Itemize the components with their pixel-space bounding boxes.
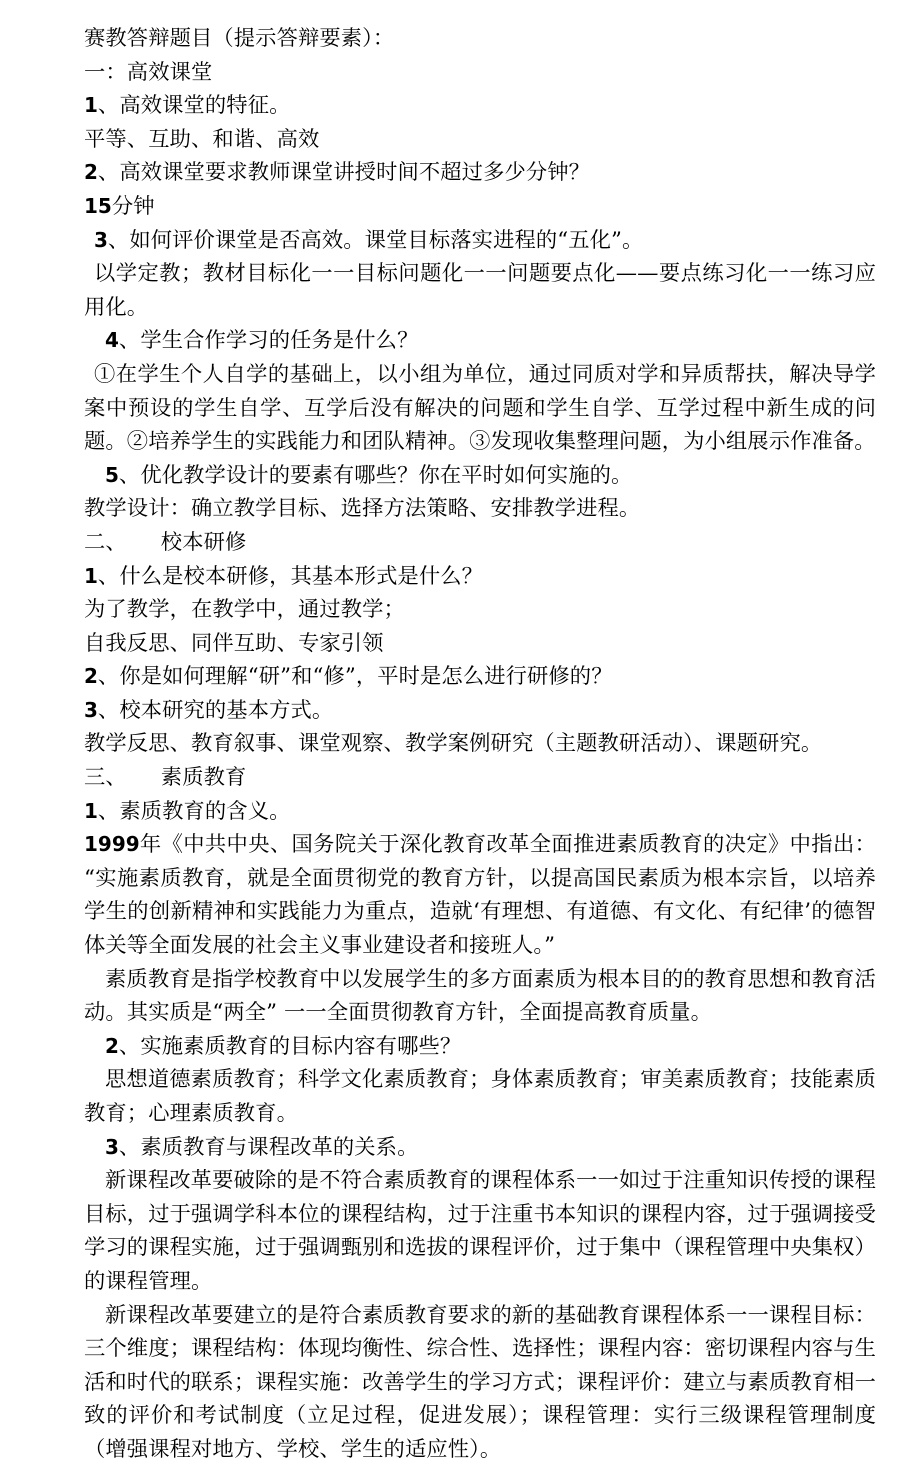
line-text: ①在学生个人自学的基础上，以小组为单位，通过同质对学和异质帮扶，解决导学案中预设的学生自学、互学后没有解决的问题和学生自学、互学过程中新生成的问题。②培养学生的实践能力和团队精神。③发现收集整理问题，为小组展示作准备。 [84,361,876,455]
line-text: 、如何评价课堂是否高效。课堂目标落实进程的“五化”。 [107,227,644,253]
document-line [84,56,876,90]
document-line [84,1030,876,1064]
document-line [84,89,876,123]
line-numeral: 2 [84,664,98,689]
line-text: 以学定教；教材目标化一一目标问题化一一问题要点化——要点练习化一一练习应用化。 [84,261,876,320]
section-heading-title: 素质教育 [160,765,247,791]
document-line [84,492,876,526]
document-line [84,1063,876,1130]
line-text: 一：高效课堂 [84,59,213,85]
document-line [84,459,876,493]
line-text: 赛教答辩题目（提示答辩要素）： [84,26,395,51]
line-text: 思想道德素质教育；科学文化素质教育；身体素质教育；审美素质教育；技能素质教育；心理素质教育。 [84,1067,876,1126]
line-text: 、什么是校本研修，其基本形式是什么？ [97,563,484,589]
line-numeral: 2 [84,160,98,185]
line-numeral: 1999 [84,832,140,857]
line-text: 平等、互助、和谐、高效 [84,126,320,152]
line-numeral: 1 [84,798,98,823]
line-text: 素质教育是指学校教育中以发展学生的多方面素质为根本目的的教育思想和教育活动。其实质是“两全” 一一全面贯彻教育方针，全面提高教育质量。 [84,966,876,1026]
line-numeral: 5 [105,462,119,487]
line-numeral: 1 [84,93,98,118]
document-line [84,761,876,795]
document-line [84,324,876,358]
line-text: 年《中共中央、国务院关于深化教育改革全面推进素质教育的决定》中指出：“实施素质教育，就是全面贯彻党的教育方针，以提高国民素质为根本宗旨，以培养学生的创新精神和实践能力为重点，造就‘有理想、有道德、有文化、有纪律’的德智体关等全面发展的社会主义事业建设者和接班人。” [84,832,876,959]
line-text: 、素质教育与课程改革的关系。 [118,1134,419,1160]
document-line [84,526,876,560]
line-numeral: 3 [94,227,108,252]
line-numeral: 3 [84,697,98,722]
line-numeral: 3 [105,1134,119,1159]
document-line [84,156,876,190]
line-numeral: 2 [105,1033,119,1058]
document-line [84,828,876,962]
line-text: 、高效课堂的特征。 [97,93,291,119]
line-text: 教学反思、教育叙事、课堂观察、教学案例研究（主题教研活动）、课题研究。 [84,731,823,757]
line-text: 、优化教学设计的要素有哪些？你在平时如何实施的。 [118,462,633,488]
document-title-line [84,22,876,56]
document-line [84,224,876,258]
line-numeral: 15 [84,193,112,218]
line-text: 、素质教育的含义。 [97,798,291,824]
document-line [84,257,876,324]
document-line [84,660,876,694]
line-text: 、高效课堂要求教师课堂讲授时间不超过多少分钟？ [97,160,591,186]
line-text: 、学生合作学习的任务是什么？ [118,328,419,354]
document-line [84,358,876,459]
line-text: 、你是如何理解“研”和“修”，平时是怎么进行研修的？ [97,664,613,690]
line-text: 新课程改革要建立的是符合素质教育要求的新的基础教育课程体系一一课程目标：三个维度；课程结构：体现均衡性、综合性、选择性；课程内容：密切课程内容与生活和时代的联系；课程实施：改善学生的学习方式；课程评价：建立与素质教育相一致的评价和考试制度（立足过程，促进发展）；课程管理：实行三级课程管理制度（增强课程对地方、学校、学生的适应性）。 [84,1302,876,1462]
document-line [84,560,876,594]
document-line [84,694,876,728]
document-line [84,1164,876,1298]
line-text: 、校本研究的基本方式。 [97,697,334,723]
document-line [84,963,876,1030]
document-body [84,22,876,1467]
line-numeral: 1 [84,563,98,588]
line-numeral: 4 [105,328,119,353]
line-text: 新课程改革要破除的是不符合素质教育的课程体系一一如过于注重知识传授的课程目标，过于强调学科本位的课程结构，过于注重书本知识的课程内容，过于强调接受学习的课程实施，过于强调甄别和选拔的课程评价，过于集中（课程管理中央集权）的课程管理。 [84,1168,876,1294]
section-heading-title: 校本研修 [160,529,247,555]
line-text: 、实施素质教育的目标内容有哪些？ [118,1033,462,1059]
document-line [84,627,876,661]
document-line [84,593,876,627]
line-text: 教学设计：确立教学目标、选择方法策略、安排教学进程。 [84,496,641,522]
document-line [84,123,876,157]
line-text: 分钟 [111,193,155,219]
document-line [84,1299,876,1467]
document-line [84,795,876,829]
line-text: 自我反思、同伴互助、专家引领 [84,630,384,656]
line-text: 为了教学，在教学中，通过教学； [84,597,405,623]
document-line [84,190,876,224]
line-text: 三、 [84,765,127,791]
document-line [84,727,876,761]
document-line [84,1131,876,1165]
line-text: 二、 [84,529,127,555]
